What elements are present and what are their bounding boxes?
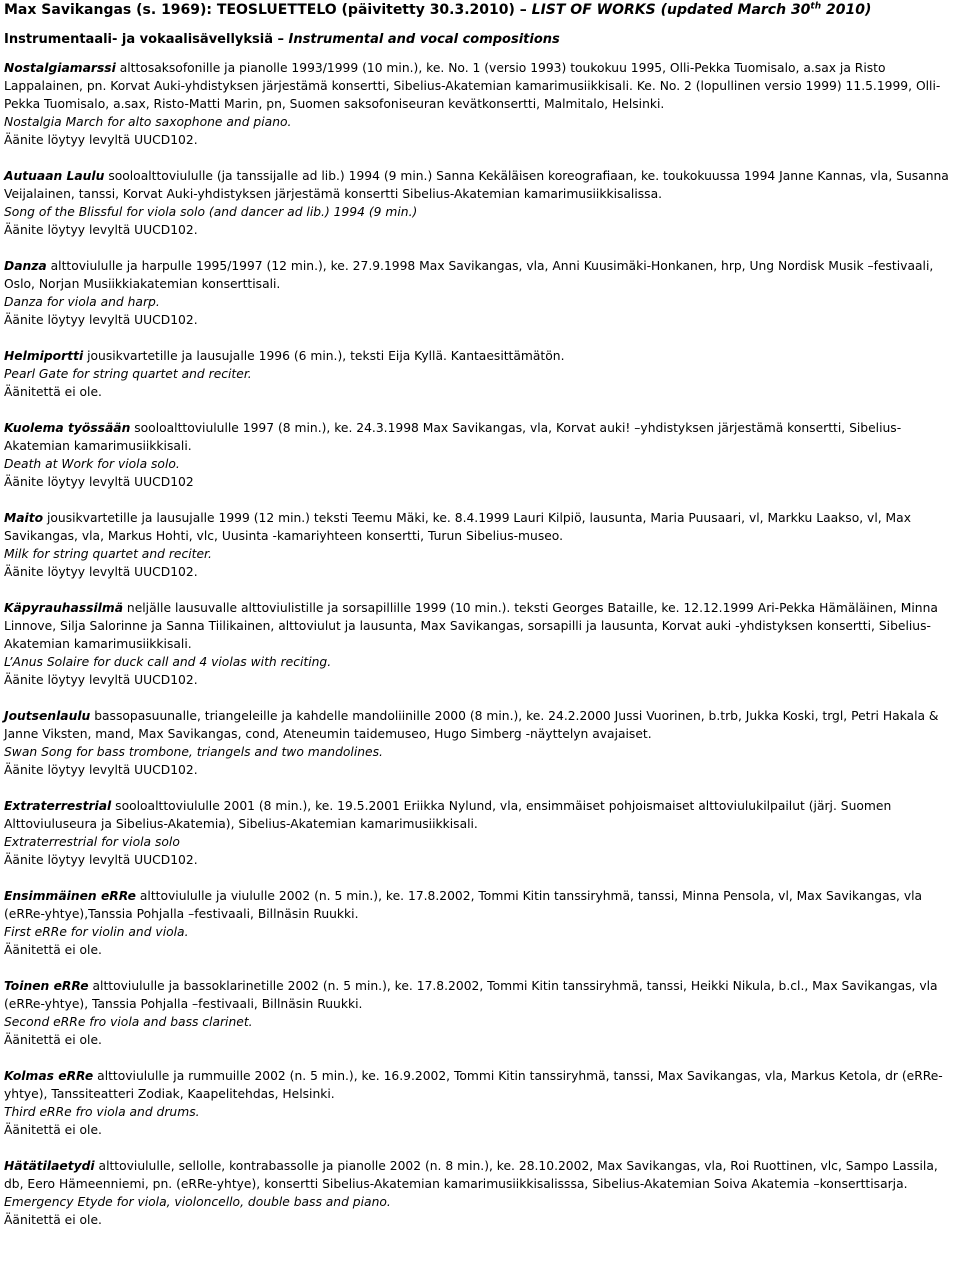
work-english-title: Emergency Etyde for viola, violoncello, double bass and piano.	[4, 1195, 391, 1209]
work-english-title: Nostalgia March for alto saxophone and piano.	[4, 115, 292, 129]
work-title: Hätätilaetydi	[4, 1159, 95, 1173]
work-description	[4, 509, 956, 545]
work-details: alttoviululle ja bassoklarinetille 2002 (n. 5 min.), ke. 17.8.2002, Tommi Kitin tanssiryhmä, tanssi, Heikki Nikula, b.cl., Max Savikangas, vla (eRRe-yhtye), Tanssia Pohjalla –festivaali, Billnäsin Ruukki.	[4, 979, 938, 1011]
document-title	[4, 0, 956, 20]
work-description	[4, 257, 956, 293]
work-english-title: L’Anus Solaire for duck call and 4 violas with reciting.	[4, 655, 332, 669]
work-title: Toinen eRRe	[4, 979, 89, 993]
work-entry	[4, 1157, 956, 1229]
work-description	[4, 887, 956, 923]
work-entry	[4, 797, 956, 869]
work-details: sooloalttoviululle (ja tanssijalle ad lib.) 1994 (9 min.) Sanna Kekäläisen koreografiaan, ke. toukokuussa 1994 Janne Kannas, vla, Susanna Veijalainen, tanssi, Korvat Auki-yhdistyksen järjestämä konsertti Sibelius-Akatemian kamarimusiikkisalissa.	[4, 169, 949, 201]
work-english-title: Swan Song for bass trombone, triangels and two mandolines.	[4, 745, 383, 759]
work-entry	[4, 887, 956, 959]
work-entry	[4, 167, 956, 239]
work-details: sooloalttoviululle 1997 (8 min.), ke. 24.3.1998 Max Savikangas, vla, Korvat auki! –yhdistyksen järjestämä konsertti, Sibelius-Akatemian kamarimusiikkisali.	[4, 421, 902, 453]
work-english-title: Pearl Gate for string quartet and reciter.	[4, 367, 252, 381]
work-english-title: Third eRRe fro viola and drums.	[4, 1105, 200, 1119]
work-recording-info: Äänitettä ei ole.	[4, 1033, 102, 1047]
work-recording-info: Äänite löytyy levyltä UUCD102.	[4, 133, 198, 147]
work-recording-info: Äänite löytyy levyltä UUCD102.	[4, 763, 198, 777]
work-recording-info: Äänite löytyy levyltä UUCD102.	[4, 223, 198, 237]
title-english-end: 2010)	[821, 2, 872, 18]
work-title: Kolmas eRRe	[4, 1069, 94, 1083]
work-recording-info: Äänite löytyy levyltä UUCD102.	[4, 673, 198, 687]
work-description	[4, 419, 956, 455]
work-title: Ensimmäinen eRRe	[4, 889, 136, 903]
work-details: neljälle lausuvalle alttoviulistille ja sorsapillille 1999 (10 min.). teksti Georges Bataille, ke. 12.12.1999 Ari-Pekka Hämäläinen, Minna Linnove, Silja Salorinne ja Sanna Tiilikainen, alttoviulut ja lausunta, Max Savikangas, sorsapilli ja lausunta, Korvat auki -yhdistyksen konsertti, Sibelius-Akatemian kamarimusiikkisali.	[4, 601, 938, 651]
work-details: alttoviululle ja harpulle 1995/1997 (12 min.), ke. 27.9.1998 Max Savikangas, vla, Anni Kuusimäki-Honkanen, hrp, Ung Nordisk Musik –festivaali, Oslo, Norjan Musiikkiakatemian konserttisali.	[4, 259, 934, 291]
title-finnish: Max Savikangas (s. 1969): TEOSLUETTELO (päivitetty 30.3.2010) –	[4, 2, 532, 18]
work-entry	[4, 1067, 956, 1139]
work-details: jousikvartetille ja lausujalle 1999 (12 min.) teksti Teemu Mäki, ke. 8.4.1999 Lauri Kilpiö, lausunta, Maria Puusaari, vl, Markku Laakso, vl, Max Savikangas, vla, Markus Hohti, vlc, Uusinta -kamariyhteen konsertti, Turun Sibelius-museo.	[4, 511, 911, 543]
work-title: Maito	[4, 511, 44, 525]
work-title: Kuolema työssään	[4, 421, 131, 435]
work-entry	[4, 977, 956, 1049]
work-title: Extraterrestrial	[4, 799, 112, 813]
work-recording-info: Äänite löytyy levyltä UUCD102.	[4, 565, 198, 579]
work-entry	[4, 347, 956, 401]
work-title: Joutsenlaulu	[4, 709, 91, 723]
work-recording-info: Äänitettä ei ole.	[4, 1213, 102, 1227]
work-title: Helmiportti	[4, 349, 84, 363]
section-heading-english: Instrumental and vocal compositions	[288, 32, 560, 47]
work-description	[4, 977, 956, 1013]
work-title: Käpyrauhassilmä	[4, 601, 123, 615]
work-recording-info: Äänite löytyy levyltä UUCD102	[4, 475, 194, 489]
work-details: alttoviululle, sellolle, kontrabassolle ja pianolle 2002 (n. 8 min.), ke. 28.10.2002, Max Savikangas, vla, Roi Ruottinen, vlc, Sampo Lassila, db, Eero Hämeenniemi, pn. (eRRe-yhtye), konsertti Sibelius-Akatemian kamarimusiikkisalisssa, Sibelius-Akatemian Soiva Akatemia –konserttisarja.	[4, 1159, 938, 1191]
work-recording-info: Äänitettä ei ole.	[4, 385, 102, 399]
work-entry	[4, 599, 956, 689]
work-title: Autuaan Laulu	[4, 169, 105, 183]
work-entry	[4, 419, 956, 491]
work-details: sooloalttoviululle 2001 (8 min.), ke. 19.5.2001 Eriikka Nylund, vla, ensimmäiset pohjoismaiset alttoviulukilpailut (järj. Suomen Alttoviuluseura ja Sibelius-Akatemia), Sibelius-Akatemian kamarimusiikkisali.	[4, 799, 892, 831]
work-english-title: Danza for viola and harp.	[4, 295, 160, 309]
work-title: Nostalgiamarssi	[4, 61, 116, 75]
work-english-title: Second eRRe fro viola and bass clarinet.	[4, 1015, 253, 1029]
work-recording-info: Äänite löytyy levyltä UUCD102.	[4, 853, 198, 867]
work-entry	[4, 509, 956, 581]
work-details: alttoviululle ja rummuille 2002 (n. 5 min.), ke. 16.9.2002, Tommi Kitin tanssiryhmä, tanssi, Max Savikangas, vla, Markus Ketola, dr (eRRe-yhtye), Tanssiteatteri Zodiak, Kaapelitehdas, Helsinki.	[4, 1069, 943, 1101]
title-superscript: th	[810, 1, 822, 12]
work-entry	[4, 707, 956, 779]
work-description	[4, 1157, 956, 1193]
work-english-title: Song of the Blissful for viola solo (and dancer ad lib.) 1994 (9 min.)	[4, 205, 418, 219]
work-recording-info: Äänitettä ei ole.	[4, 1123, 102, 1137]
work-entry	[4, 257, 956, 329]
title-english-text: LIST OF WORKS (updated March 30	[531, 2, 811, 18]
work-description	[4, 59, 956, 113]
work-details: alttosaksofonille ja pianolle 1993/1999 (10 min.), ke. No. 1 (versio 1993) toukokuu 1995, Olli-Pekka Tuomisalo, a.sax ja Risto Lappalainen, pn. Korvat Auki-yhdistyksen järjestämä konsertti, Sibelius-Akatemian kamarimusiikkisali. Ke. No. 2 (lopullinen versio 1999) 11.5.1999, Olli-Pekka Tuomisalo, a.sax, Risto-Matti Marin, pn, Suomen saksofoniseuran kevätkonsertti, Malmitalo, Helsinki.	[4, 61, 941, 111]
work-english-title: Milk for string quartet and reciter.	[4, 547, 212, 561]
work-description	[4, 167, 956, 203]
work-recording-info: Äänite löytyy levyltä UUCD102.	[4, 313, 198, 327]
work-description	[4, 707, 956, 743]
work-recording-info: Äänitettä ei ole.	[4, 943, 102, 957]
work-english-title: Death at Work for viola solo.	[4, 457, 180, 471]
section-heading-finnish: Instrumentaali- ja vokaalisävellyksiä –	[4, 32, 289, 47]
work-description	[4, 599, 956, 653]
works-list	[4, 49, 956, 1229]
work-english-title: Extraterrestrial for viola solo	[4, 835, 180, 849]
title-english	[532, 2, 872, 18]
section-heading	[4, 20, 956, 49]
work-entry	[4, 59, 956, 149]
work-description	[4, 347, 956, 365]
work-details: alttoviululle ja viululle 2002 (n. 5 min.), ke. 17.8.2002, Tommi Kitin tanssiryhmä, tanssi, Minna Pensola, vl, Max Savikangas, vla (eRRe-yhtye),Tanssia Pohjalla –festivaali, Billnäsin Ruukki.	[4, 889, 923, 921]
work-details: jousikvartetille ja lausujalle 1996 (6 min.), teksti Eija Kyllä. Kantaesittämätön.	[83, 349, 565, 363]
work-title: Danza	[4, 259, 47, 273]
work-description	[4, 797, 956, 833]
work-details: bassopasuunalle, triangeleille ja kahdelle mandoliinille 2000 (8 min.), ke. 24.2.2000 Jussi Vuorinen, b.trb, Jukka Koski, trgl, Petri Hakala & Janne Viksten, mand, Max Savikangas, cond, Ateneumin taidemuseo, Hugo Simberg -näyttelyn avajaiset.	[4, 709, 939, 741]
work-description	[4, 1067, 956, 1103]
work-english-title: First eRRe for violin and viola.	[4, 925, 189, 939]
